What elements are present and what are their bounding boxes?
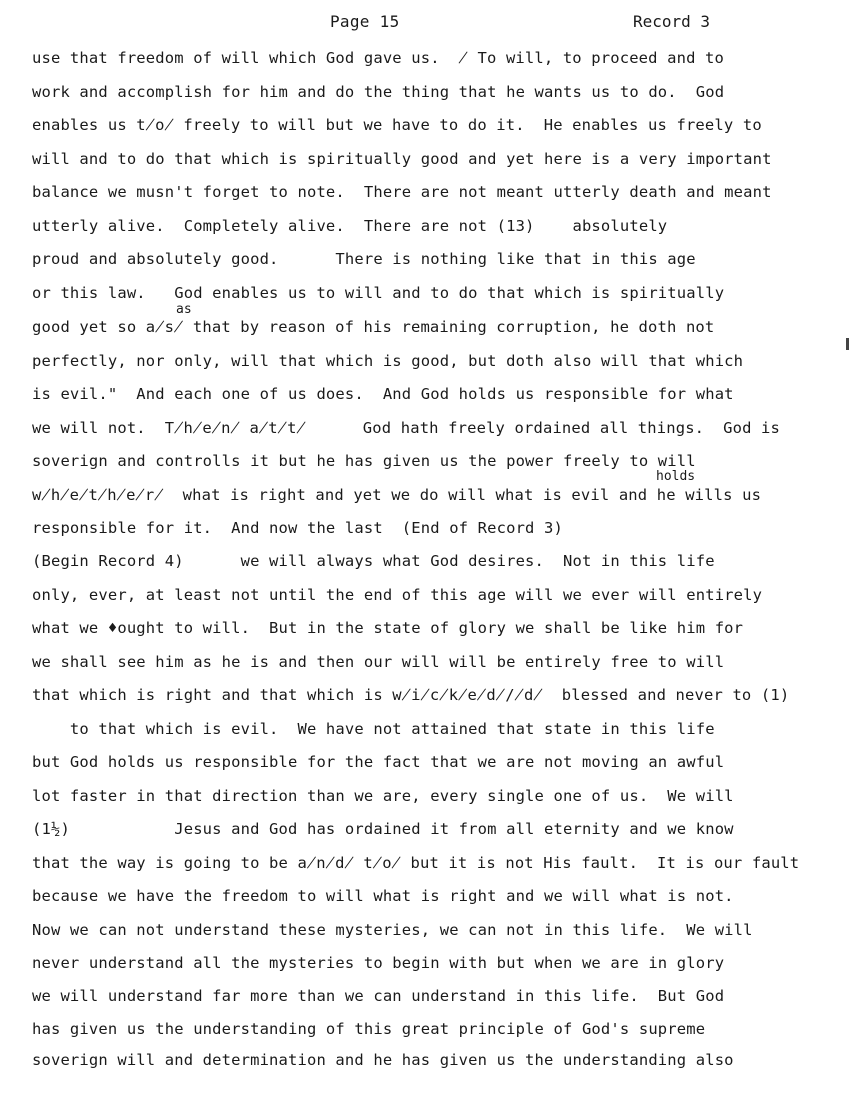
text-line: is evil." And each one of us does. And God holds us responsible for what [32,385,734,403]
text-line: soverign and controlls it but he has given us the power freely to will [32,452,696,470]
text-line: proud and absolutely good. There is nothing like that in this age [32,250,696,268]
text-line: work and accomplish for him and do the thing that he wants us to do. God [32,83,725,101]
text-line: because we have the freedom to will what is right and we will what is not. [32,887,734,905]
handwritten-insert-holds: holds [656,469,696,484]
text-line: but God holds us responsible for the fact that we are not moving an awful [32,753,725,771]
text-line: we shall see him as he is and then our will will be entirely free to will [32,653,725,671]
text-line: balance we musn't forget to note. There are not meant utterly death and meant [32,183,772,201]
page-number-label: Page 15 [330,12,400,31]
text-line: that the way is going to be a̸n̸d̸ t̸o̸ but it is not His fault. It is our fault [32,854,800,872]
text-line: utterly alive. Completely alive. There are not (13) absolutely [32,217,668,235]
text-line: or this law. God enables us to will and to do that which is spiritually [32,284,725,302]
text-line: soverign will and determination and he has given us the understanding also [32,1051,734,1069]
text-line: has given us the understanding of this great principle of God's supreme [32,1020,706,1038]
text-line: perfectly, nor only, will that which is good, but doth also will that which [32,352,744,370]
text-line: we will not. T̸h̸e̸n̸ a̸t̸t̸ God hath freely ordained all things. God is [32,419,781,437]
text-line: that which is right and that which is w̸i̸c̸k̸e̸d̸/̸d̸ blessed and never to (1) [32,686,790,704]
text-line: Now we can not understand these mysteries, we can not in this life. We will [32,921,753,939]
text-line: lot faster in that direction than we are, every single one of us. We will [32,787,734,805]
record-label: Record 3 [633,12,711,31]
text-line: will and to do that which is spiritually good and yet here is a very important [32,150,772,168]
text-line: good yet so a̸s̸ that by reason of his remaining corruption, he doth not [32,318,715,336]
text-line: w̸h̸e̸t̸h̸e̸r̸ what is right and yet we do will what is evil and he wills us [32,486,762,504]
text-line: (Begin Record 4) we will always what God desires. Not in this life [32,552,715,570]
text-line: only, ever, at least not until the end of this age will we ever will entirely [32,586,763,604]
text-line: responsible for it. And now the last (End of Record 3) [32,519,563,537]
text-line: what we ♦ought to will. But in the state of glory we shall be like him for [32,619,744,637]
text-line: use that freedom of will which God gave us. ̸ To will, to proceed and to [32,49,725,67]
text-line: to that which is evil. We have not attained that state in this life [32,720,715,738]
handwritten-insert-as: as [176,302,192,317]
margin-mark [846,338,849,350]
text-line: we will understand far more than we can understand in this life. But God [32,987,725,1005]
text-line: (1½) Jesus and God has ordained it from all eternity and we know [32,820,734,838]
text-line: enables us t̸o̸ freely to will but we have to do it. He enables us freely to [32,116,762,134]
text-line: never understand all the mysteries to begin with but when we are in glory [32,954,725,972]
